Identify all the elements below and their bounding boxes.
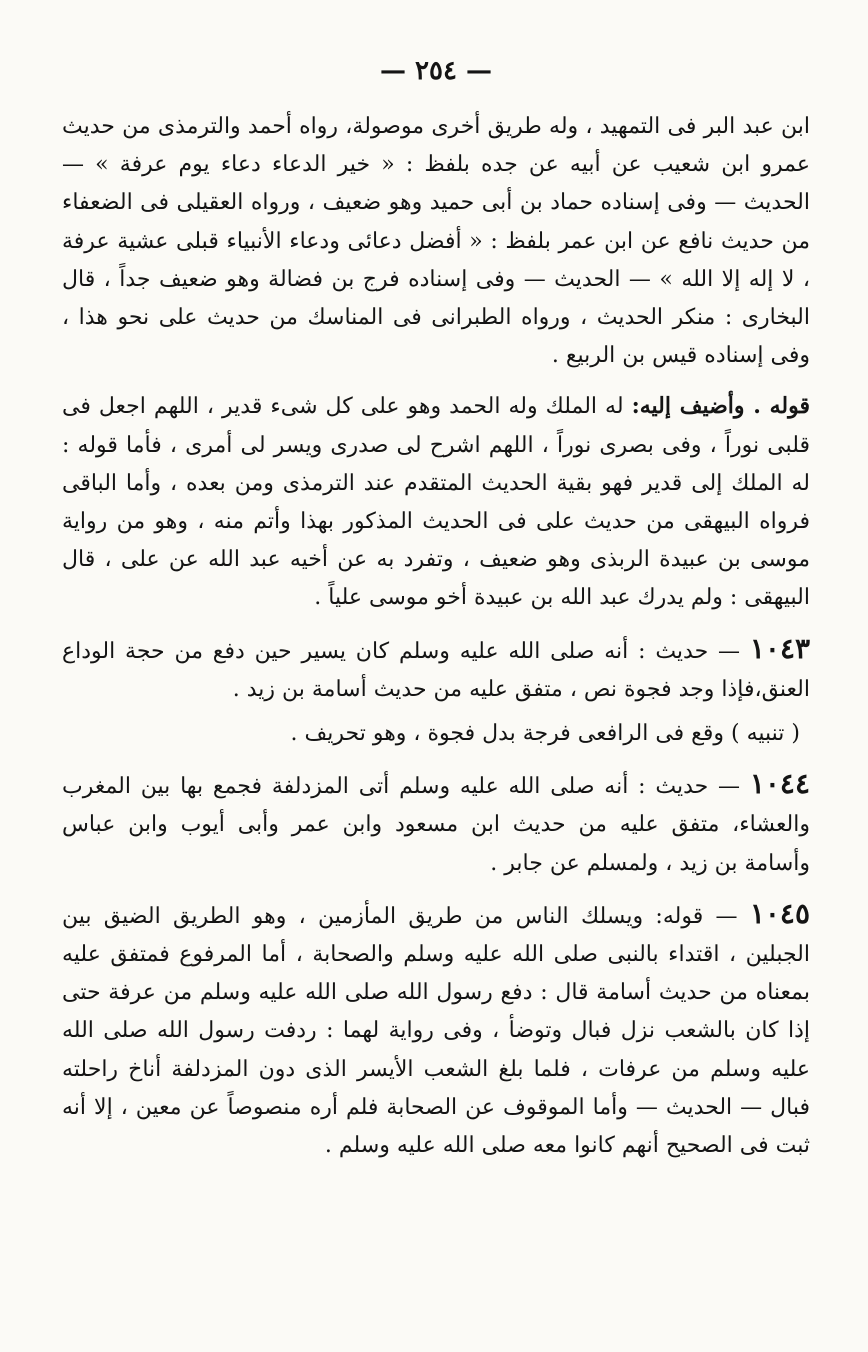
note-paragraph xyxy=(62,715,810,753)
hadith-number: ١٠٤٥ xyxy=(749,896,810,930)
hadith-1044 xyxy=(62,765,810,883)
hadith-1043 xyxy=(62,630,810,709)
paragraph-text: ابن عبد البر فى التمهيد ، وله طريق أخرى موصولة، رواه أحمد والترمذى من حديث عمرو ابن شعيب عن أبيه عن جده بلفظ : « خير الدعاء دعاء يوم عرفة » — الحديث — وفى إسناده حماد بن أبى حميد وهو ضعيف ، ورواه العقيلى فى الضعفاء من حديث نافع عن ابن عمر بلفظ : « أفضل دعائى ودعاء الأنبياء قبلى عشية عرفة ، لا إله إلا الله » — الحديث — وفى إسناده فرج بن فضالة وهو ضعيف جداً ، قال البخارى : منكر الحديث ، ورواه الطبرانى فى المناسك من حديث على نحو هذا ، وفى إسناده قيس بن الربيع . xyxy=(62,114,810,369)
paragraph-2 xyxy=(62,387,810,617)
note-text: ( تنبيه ) وقع فى الرافعى فرجة بدل فجوة ، وهو تحريف . xyxy=(290,721,800,747)
paragraph-text: — حديث : أنه صلى الله عليه وسلم كان يسير حين دفع من حجة الوداع العنق،فإذا وجد فجوة نص ، متفق عليه من حديث أسامة بن زيد . xyxy=(62,638,810,702)
paragraph-lead: قوله . وأضيف إليه: xyxy=(631,393,810,420)
paragraph-text: له الملك وله الحمد وهو على كل شىء قدير ، اللهم اجعل فى قلبى نوراً ، وفى بصرى نوراً ، اللهم اشرح لى صدرى ويسر لى أمرى ، فأما قوله : له الملك إلى قدير فهو بقية الحديث المتقدم عند الترمذى ومن بعده ، وأما الباقى فرواه البيهقى من حديث على فى الحديث المذكور بهذا وأتم منه ، وهو من رواية موسى بن عبيدة الربذى وهو ضعيف ، وتفرد به عن أخيه عبد الله عن على ، قال البيهقى : ولم يدرك عبد الله بن عبيدة أخو موسى علياً . xyxy=(62,394,810,611)
hadith-number: ١٠٤٤ xyxy=(749,767,810,801)
hadith-number: ١٠٤٣ xyxy=(749,631,811,665)
hadith-1045 xyxy=(62,895,810,1165)
paragraph-1 xyxy=(62,108,810,375)
paragraph-text: — قوله: ويسلك الناس من طريق المأزمين ، وهو الطريق الضيق بين الجبلين ، اقتداء بالنبى صلى الله عليه وسلم والصحابة ، أما المرفوع فمتفق عليه بمعناه من حديث أسامة قال : دفع رسول الله صلى الله عليه وسلم من عرفة حتى إذا كان بالشعب نزل فبال وتوضأ ، وفى رواية لهما : ردفت رسول الله صلى الله عليه وسلم من عرفات ، فلما بلغ الشعب الأيسر الذى دون المزدلفة أناخ راحلته فبال — الحديث — وأما الموقوف عن الصحابة فلم أره منصوصاً عن معين ، إلا أنه ثبت فى الصحيح أنهم كانوا معه صلى الله عليه وسلم . xyxy=(62,903,810,1159)
page-number: — ٢٥٤ — xyxy=(379,56,493,86)
paragraph-text: — حديث : أنه صلى الله عليه وسلم أتى المزدلفة فجمع بها بين المغرب والعشاء، متفق عليه من حديث ابن مسعود وابن عمر وأبى أيوب وابن عباس وأسامة بن زيد ، ولمسلم عن جابر . xyxy=(62,774,810,876)
